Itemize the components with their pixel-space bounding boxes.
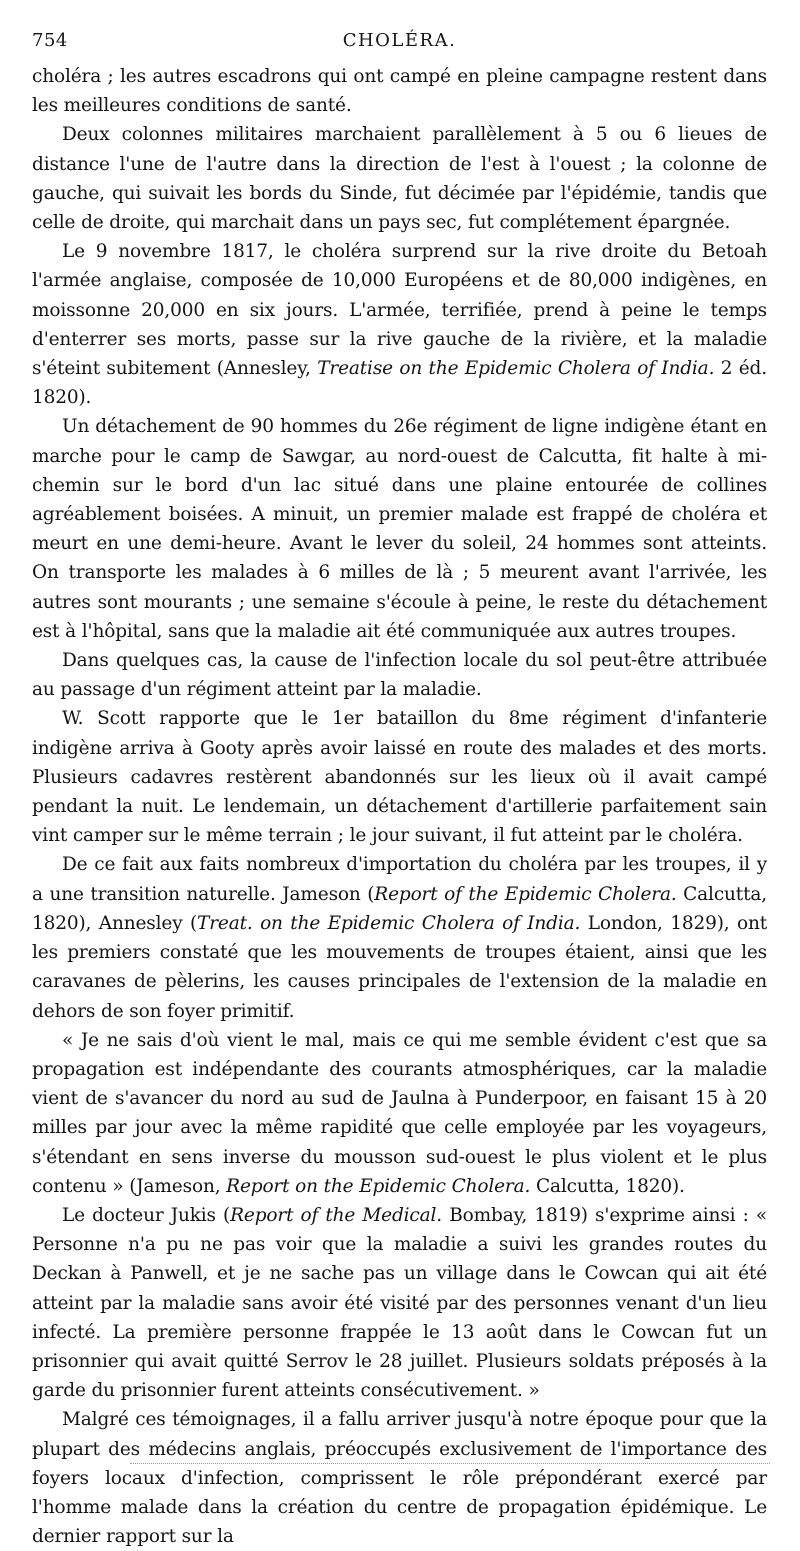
- text-run: London, 1829), ont les premiers constaté que les mouvements de troupes étaient, ainsi que les caravanes de pèlerins, les causes principales de l'extension de la maladie en dehors de son foyer primitif.: [32, 912, 768, 1022]
- text-run: 2 éd. 1820).: [32, 358, 767, 409]
- citation-title: Treatise on the Epidemic Cholera of India.: [317, 358, 715, 380]
- text-run: Calcutta, 1820), Annesley (: [32, 883, 767, 934]
- text-run: « Je ne sais d'où vient le mal, mais ce qui me semble évident c'est que sa propagation est indépendante des courants atmosphériques, car la maladie vient de s'avancer du nord au sud de Jaulna à Punderpoor, en faisant 15 à 20 milles par jour avec la même rapidité que celle employée par les voyageurs, s'étendant en sens inverse du mousson sud-ouest le plus violent et le plus contenu » (Jameson,: [32, 1029, 767, 1197]
- text-run: De ce fait aux faits nombreux d'importation du choléra par les troupes, il y a une transition naturelle. Jameson (: [32, 854, 767, 905]
- bottom-rule: [130, 1463, 770, 1464]
- running-title: CHOLÉRA.: [342, 30, 457, 51]
- page-number: 754: [32, 30, 68, 51]
- body-text: [32, 62, 767, 1551]
- paragraph: Dans quelques cas, la cause de l'infection locale du sol peut-être attribuée au passage d'un régiment atteint par la maladie.: [32, 650, 767, 701]
- text-run: Bombay, 1819) s'exprime ainsi : « Personne n'a pu ne pas voir que la maladie a suivi les grandes routes du Deckan à Panwell, et je ne sache pas un village dans le Cowcan qui ait été atteint par la maladie sans avoir été visité par des personnes venant d'un lieu infecté. La première personne frappée le 13 août dans le Cowcan fut un prisonnier qui avait quitté Serrov le 28 juillet. Plusieurs soldats préposés à la garde du prisonnier furent atteints consécutivement. »: [32, 1204, 768, 1402]
- paragraph: Un détachement de 90 hommes du 26e régiment de ligne indigène étant en marche pour le camp de Sawgar, au nord-ouest de Calcutta, fit halte à mi-chemin sur le bord d'un lac situé dans une plaine entourée de collines agréablement boisées. A minuit, un premier malade est frappé de choléra et meurt en une demi-heure. Avant le lever du soleil, 24 hommes sont atteints. On transporte les malades à 6 milles de là ; 5 meurent avant l'arrivée, les autres sont mourants ; une semaine s'écoule à peine, le reste du détachement est à l'hôpital, sans que la maladie ait été communiquée aux autres troupes.: [32, 416, 767, 642]
- paragraph: W. Scott rapporte que le 1er bataillon du 8me régiment d'infanterie indigène arriva à Gooty après avoir laissé en route des malades et des morts. Plusieurs cadavres restèrent abandonnés sur les lieux où il avait campé pendant la nuit. Le lendemain, un détachement d'artillerie parfaitement sain vint camper sur le même terrain ; le jour suivant, il fut atteint par le choléra.: [32, 708, 767, 847]
- paragraph: [32, 1201, 767, 1405]
- paragraph: [32, 237, 767, 412]
- paragraph: [32, 850, 767, 1025]
- text-run: Le 9 novembre 1817, le choléra surprend sur la rive droite du Betoah l'armée anglaise, composée de 10,000 Européens et de 80,000 indigènes, en moissonne 20,000 en six jours. L'armée, terrifiée, prend à peine le temps d'enterrer ses morts, passe sur la rive gauche de la rivière, et la maladie s'éteint subitement (Annesley,: [32, 241, 767, 380]
- citation-title: Report of the Epidemic Cholera.: [374, 883, 677, 905]
- paragraph: Deux colonnes militaires marchaient parallèlement à 5 ou 6 lieues de distance l'une de l'autre dans la direction de l'est à l'ouest ; la colonne de gauche, qui suivait les bords du Sinde, fut décimée par l'épidémie, tandis que celle de droite, qui marchait dans un pays sec, fut complétement épargnée.: [32, 124, 767, 234]
- book-page: [32, 20, 767, 1551]
- citation-title: Treat. on the Epidemic Cholera of India.: [197, 912, 581, 934]
- paragraph: Malgré ces témoignages, il a fallu arriver jusqu'à notre époque pour que la plupart des médecins anglais, préoccupés exclusivement de l'importance des foyers locaux d'infection, comprissent le rôle prépondérant exercé par l'homme malade dans la création du centre de propagation épidémique. Le dernier rapport sur la: [32, 1409, 767, 1548]
- citation-title: Report on the Epidemic Cholera.: [226, 1175, 531, 1197]
- text-run: Le docteur Jukis (: [62, 1204, 231, 1226]
- page-header: [32, 20, 767, 62]
- text-run: Calcutta, 1820).: [530, 1175, 685, 1197]
- citation-title: Report of the Medical.: [230, 1204, 443, 1226]
- paragraph: choléra ; les autres escadrons qui ont campé en pleine campagne restent dans les meilleures conditions de santé.: [32, 66, 767, 117]
- paragraph: [32, 1026, 767, 1201]
